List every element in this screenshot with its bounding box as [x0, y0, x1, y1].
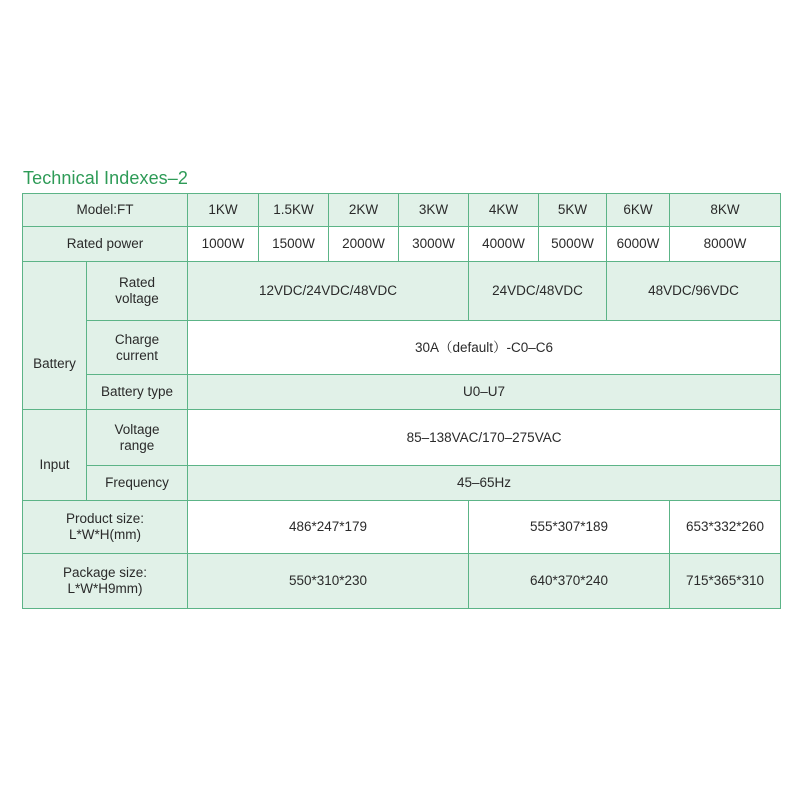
model-row — [23, 194, 781, 227]
battery-type-label: Battery type — [87, 375, 188, 410]
model-1-5kw: 1.5KW — [259, 194, 329, 227]
product-size-label-line1: Product size: — [65, 511, 145, 526]
rated-voltage-label-line1: Rated — [118, 275, 156, 290]
frequency-value: 45–65Hz — [188, 466, 781, 501]
rated-power-row — [23, 227, 781, 262]
package-size-row — [23, 554, 781, 609]
product-size-value: 653*332*260 — [670, 501, 781, 554]
model-8kw: 8KW — [670, 194, 781, 227]
technical-indexes-table — [22, 193, 781, 609]
model-1kw: 1KW — [188, 194, 259, 227]
voltage-range-label — [87, 410, 188, 466]
rated-power-value: 4000W — [469, 227, 539, 262]
page-title: Technical Indexes–2 — [23, 168, 189, 188]
package-size-label-line2: L*W*H9mm) — [67, 581, 143, 596]
product-size-value: 555*307*189 — [469, 501, 670, 554]
model-label: Model:FT — [23, 194, 188, 227]
rated-voltage-value: 48VDC/96VDC — [607, 262, 781, 321]
rated-power-value: 5000W — [539, 227, 607, 262]
charge-current-label-line2: current — [115, 347, 159, 363]
rated-voltage-value: 12VDC/24VDC/48VDC — [188, 262, 469, 321]
package-size-value: 550*310*230 — [188, 554, 469, 609]
model-6kw: 6KW — [607, 194, 670, 227]
product-size-label — [23, 501, 188, 554]
rated-voltage-label — [87, 262, 188, 321]
rated-voltage-label-line2: voltage — [115, 291, 159, 306]
rated-power-value: 1500W — [259, 227, 329, 262]
rated-power-value: 6000W — [607, 227, 670, 262]
model-2kw: 2KW — [329, 194, 399, 227]
charge-current-label-line1: Charge — [114, 331, 160, 347]
product-size-label-line2: L*W*H(mm) — [69, 527, 141, 542]
package-size-value: 715*365*310 — [670, 554, 781, 609]
model-3kw: 3KW — [399, 194, 469, 227]
input-category: Input — [23, 410, 87, 501]
rated-power-value: 1000W — [188, 227, 259, 262]
model-4kw: 4KW — [469, 194, 539, 227]
rated-power-value: 3000W — [399, 227, 469, 262]
frequency-label: Frequency — [87, 466, 188, 501]
battery-category: Battery — [23, 262, 87, 410]
package-size-label-line1: Package size: — [62, 565, 148, 580]
rated-power-value: 2000W — [329, 227, 399, 262]
voltage-range-value: 85–138VAC/170–275VAC — [188, 410, 781, 466]
charge-current-value: 30A（default）-C0–C6 — [188, 321, 781, 375]
product-size-value: 486*247*179 — [188, 501, 469, 554]
battery-type-value: U0–U7 — [188, 375, 781, 410]
package-size-label — [23, 554, 188, 609]
rated-power-label: Rated power — [23, 227, 188, 262]
rated-voltage-value: 24VDC/48VDC — [469, 262, 607, 321]
voltage-range-label-line1: Voltage — [114, 421, 160, 437]
rated-voltage-row — [23, 262, 781, 321]
model-5kw: 5KW — [539, 194, 607, 227]
package-size-value: 640*370*240 — [469, 554, 670, 609]
product-size-row — [23, 501, 781, 554]
charge-current-label — [87, 321, 188, 375]
voltage-range-row — [23, 410, 781, 466]
battery-type-row — [23, 375, 781, 410]
frequency-row — [23, 466, 781, 501]
voltage-range-label-line2: range — [119, 437, 155, 453]
charge-current-row — [23, 321, 781, 375]
rated-power-value: 8000W — [670, 227, 781, 262]
